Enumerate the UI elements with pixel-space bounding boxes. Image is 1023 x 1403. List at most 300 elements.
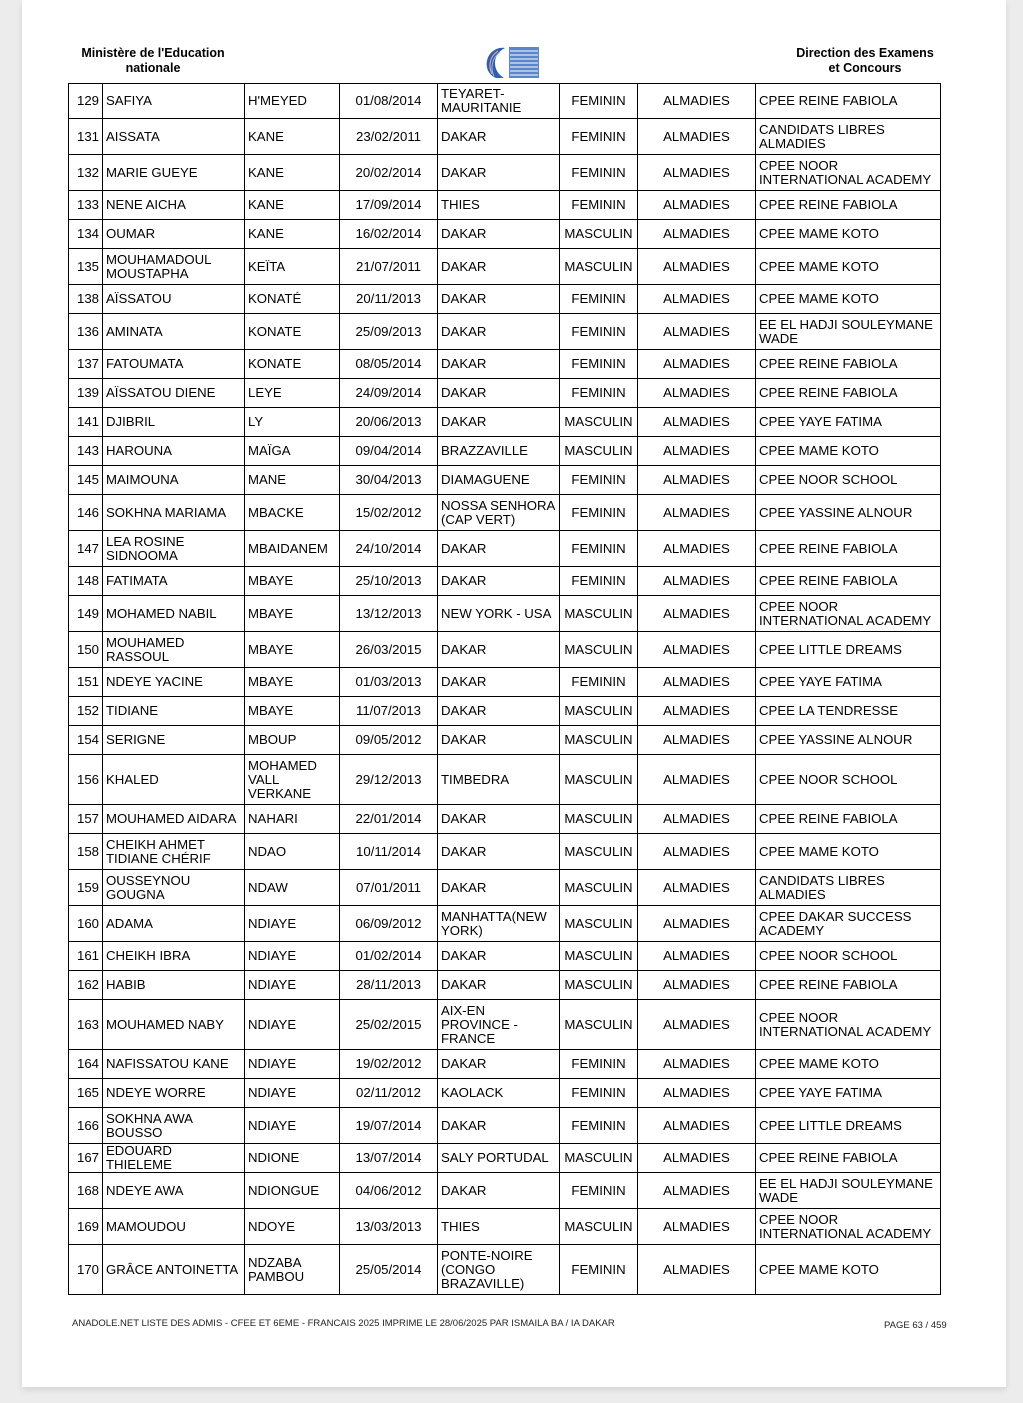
cell-centre: ALMADIES bbox=[638, 408, 756, 437]
cell-last-name: NDAW bbox=[245, 870, 340, 906]
cell-centre: ALMADIES bbox=[638, 84, 756, 119]
cell-centre: ALMADIES bbox=[638, 285, 756, 314]
cell-birth-date: 24/09/2014 bbox=[340, 379, 438, 408]
cell-first-name: CHEIKH IBRA bbox=[103, 942, 245, 971]
cell-last-name: NDAO bbox=[245, 834, 340, 870]
cell-birth-date: 02/11/2012 bbox=[340, 1079, 438, 1108]
cell-school: CPEE YAYE FATIMA bbox=[756, 408, 941, 437]
cell-first-name: HABIB bbox=[103, 971, 245, 1000]
cell-sex: FEMININ bbox=[560, 495, 638, 531]
cell-sex: FEMININ bbox=[560, 1050, 638, 1079]
cell-sex: MASCULIN bbox=[560, 971, 638, 1000]
cell-last-name: MBAIDANEM bbox=[245, 531, 340, 567]
cell-last-name: MBAYE bbox=[245, 567, 340, 596]
cell-first-name: FATIMATA bbox=[103, 567, 245, 596]
cell-number: 170 bbox=[69, 1245, 103, 1295]
table-row bbox=[69, 1079, 941, 1108]
cell-first-name: MAMOUDOU bbox=[103, 1209, 245, 1245]
cell-number: 134 bbox=[69, 220, 103, 249]
cell-first-name: NDEYE AWA bbox=[103, 1173, 245, 1209]
cell-birth-place: DIAMAGUENE bbox=[438, 466, 560, 495]
cell-centre: ALMADIES bbox=[638, 726, 756, 755]
cell-birth-place: DAKAR bbox=[438, 314, 560, 350]
cell-birth-date: 07/01/2011 bbox=[340, 870, 438, 906]
cell-centre: ALMADIES bbox=[638, 567, 756, 596]
cell-sex: MASCULIN bbox=[560, 870, 638, 906]
table-row bbox=[69, 906, 941, 942]
cell-centre: ALMADIES bbox=[638, 1144, 756, 1173]
table-row bbox=[69, 1050, 941, 1079]
table-row bbox=[69, 84, 941, 119]
cell-first-name: MAIMOUNA bbox=[103, 466, 245, 495]
header-direction bbox=[780, 46, 950, 76]
cell-last-name: KANE bbox=[245, 220, 340, 249]
table-row bbox=[69, 314, 941, 350]
cell-last-name: NDIAYE bbox=[245, 1000, 340, 1050]
cell-centre: ALMADIES bbox=[638, 155, 756, 191]
cell-school: CPEE REINE FABIOLA bbox=[756, 971, 941, 1000]
cell-centre: ALMADIES bbox=[638, 119, 756, 155]
cell-birth-date: 09/04/2014 bbox=[340, 437, 438, 466]
ministry-logo-icon bbox=[474, 44, 542, 80]
cell-birth-place: DAKAR bbox=[438, 726, 560, 755]
table-row bbox=[69, 408, 941, 437]
cell-school: CPEE MAME KOTO bbox=[756, 1245, 941, 1295]
header-direction-line1: Direction des Examens bbox=[796, 46, 934, 60]
cell-sex: MASCULIN bbox=[560, 1000, 638, 1050]
cell-last-name: MBACKE bbox=[245, 495, 340, 531]
table-row bbox=[69, 379, 941, 408]
table-row bbox=[69, 350, 941, 379]
cell-sex: MASCULIN bbox=[560, 805, 638, 834]
cell-birth-date: 06/09/2012 bbox=[340, 906, 438, 942]
cell-birth-place: DAKAR bbox=[438, 1050, 560, 1079]
cell-last-name: KANE bbox=[245, 191, 340, 220]
table-row bbox=[69, 697, 941, 726]
cell-birth-place: PONTE-NOIRE (CONGO BRAZAVILLE) bbox=[438, 1245, 560, 1295]
table-row bbox=[69, 437, 941, 466]
cell-birth-date: 28/11/2013 bbox=[340, 971, 438, 1000]
cell-number: 169 bbox=[69, 1209, 103, 1245]
table-row bbox=[69, 1209, 941, 1245]
cell-sex: MASCULIN bbox=[560, 408, 638, 437]
cell-school: CPEE REINE FABIOLA bbox=[756, 191, 941, 220]
cell-birth-date: 10/11/2014 bbox=[340, 834, 438, 870]
cell-sex: MASCULIN bbox=[560, 755, 638, 805]
cell-school: CPEE NOOR INTERNATIONAL ACADEMY bbox=[756, 1000, 941, 1050]
cell-birth-date: 20/02/2014 bbox=[340, 155, 438, 191]
cell-birth-place: DAKAR bbox=[438, 249, 560, 285]
header-direction-line2: et Concours bbox=[828, 61, 902, 75]
cell-school: CPEE MAME KOTO bbox=[756, 249, 941, 285]
cell-first-name: HAROUNA bbox=[103, 437, 245, 466]
cell-number: 135 bbox=[69, 249, 103, 285]
cell-number: 167 bbox=[69, 1144, 103, 1173]
cell-school: CPEE REINE FABIOLA bbox=[756, 1144, 941, 1173]
cell-birth-place: TEYARET-MAURITANIE bbox=[438, 84, 560, 119]
cell-first-name: GRÂCE ANTOINETTA bbox=[103, 1245, 245, 1295]
cell-sex: MASCULIN bbox=[560, 632, 638, 668]
cell-birth-date: 21/07/2011 bbox=[340, 249, 438, 285]
cell-last-name: KONATÉ bbox=[245, 285, 340, 314]
cell-first-name: TIDIANE bbox=[103, 697, 245, 726]
cell-number: 164 bbox=[69, 1050, 103, 1079]
cell-last-name: NDIAYE bbox=[245, 942, 340, 971]
cell-centre: ALMADIES bbox=[638, 834, 756, 870]
cell-number: 152 bbox=[69, 697, 103, 726]
cell-birth-date: 16/02/2014 bbox=[340, 220, 438, 249]
footer-page-number: PAGE 63 / 459 bbox=[884, 1320, 947, 1331]
cell-school: CPEE NOOR INTERNATIONAL ACADEMY bbox=[756, 596, 941, 632]
cell-birth-date: 29/12/2013 bbox=[340, 755, 438, 805]
cell-centre: ALMADIES bbox=[638, 906, 756, 942]
cell-first-name: AÏSSATOU DIENE bbox=[103, 379, 245, 408]
cell-centre: ALMADIES bbox=[638, 1245, 756, 1295]
cell-birth-date: 01/03/2013 bbox=[340, 668, 438, 697]
cell-last-name: MANE bbox=[245, 466, 340, 495]
cell-first-name: MOUHAMED AIDARA bbox=[103, 805, 245, 834]
cell-birth-place: DAKAR bbox=[438, 155, 560, 191]
cell-number: 141 bbox=[69, 408, 103, 437]
cell-school: CPEE MAME KOTO bbox=[756, 220, 941, 249]
cell-last-name: NDIAYE bbox=[245, 1050, 340, 1079]
table-row bbox=[69, 834, 941, 870]
cell-last-name: NDOYE bbox=[245, 1209, 340, 1245]
cell-first-name: MOUHAMED NABY bbox=[103, 1000, 245, 1050]
cell-birth-date: 11/07/2013 bbox=[340, 697, 438, 726]
cell-number: 168 bbox=[69, 1173, 103, 1209]
cell-birth-place: DAKAR bbox=[438, 942, 560, 971]
cell-birth-place: NEW YORK - USA bbox=[438, 596, 560, 632]
cell-school: CPEE NOOR INTERNATIONAL ACADEMY bbox=[756, 1209, 941, 1245]
header-ministry bbox=[74, 46, 232, 76]
cell-sex: MASCULIN bbox=[560, 437, 638, 466]
document-page bbox=[22, 0, 1006, 1387]
cell-school: CPEE DAKAR SUCCESS ACADEMY bbox=[756, 906, 941, 942]
cell-birth-date: 13/12/2013 bbox=[340, 596, 438, 632]
footer-print-info: ANADOLE.NET LISTE DES ADMIS - CFEE ET 6EME - FRANCAIS 2025 IMPRIME LE 28/06/2025 PAR ISMAILA BA / IA DAKAR bbox=[72, 1318, 615, 1329]
table-row bbox=[69, 596, 941, 632]
cell-centre: ALMADIES bbox=[638, 466, 756, 495]
cell-centre: ALMADIES bbox=[638, 755, 756, 805]
cell-last-name: MBAYE bbox=[245, 596, 340, 632]
cell-first-name: AÏSSATOU bbox=[103, 285, 245, 314]
cell-school: CPEE REINE FABIOLA bbox=[756, 567, 941, 596]
cell-sex: FEMININ bbox=[560, 119, 638, 155]
cell-school: CPEE LITTLE DREAMS bbox=[756, 1108, 941, 1144]
cell-school: CPEE REINE FABIOLA bbox=[756, 350, 941, 379]
cell-last-name: NDIAYE bbox=[245, 1108, 340, 1144]
cell-first-name: MOUHAMED RASSOUL bbox=[103, 632, 245, 668]
cell-last-name: LY bbox=[245, 408, 340, 437]
cell-sex: FEMININ bbox=[560, 466, 638, 495]
cell-school: EE EL HADJI SOULEYMANE WADE bbox=[756, 1173, 941, 1209]
cell-first-name: MOUHAMADOUL MOUSTAPHA bbox=[103, 249, 245, 285]
cell-birth-date: 25/02/2015 bbox=[340, 1000, 438, 1050]
cell-last-name: MBAYE bbox=[245, 632, 340, 668]
cell-school: CPEE REINE FABIOLA bbox=[756, 84, 941, 119]
cell-sex: MASCULIN bbox=[560, 1209, 638, 1245]
cell-sex: FEMININ bbox=[560, 285, 638, 314]
cell-last-name: MBOUP bbox=[245, 726, 340, 755]
cell-birth-place: DAKAR bbox=[438, 834, 560, 870]
cell-birth-date: 20/11/2013 bbox=[340, 285, 438, 314]
cell-birth-date: 22/01/2014 bbox=[340, 805, 438, 834]
cell-number: 133 bbox=[69, 191, 103, 220]
table-row bbox=[69, 249, 941, 285]
cell-sex: MASCULIN bbox=[560, 697, 638, 726]
cell-school: CANDIDATS LIBRES ALMADIES bbox=[756, 870, 941, 906]
cell-birth-date: 01/02/2014 bbox=[340, 942, 438, 971]
cell-birth-date: 26/03/2015 bbox=[340, 632, 438, 668]
table-row bbox=[69, 1000, 941, 1050]
table-row bbox=[69, 285, 941, 314]
cell-last-name: NAHARI bbox=[245, 805, 340, 834]
cell-last-name: KEÏTA bbox=[245, 249, 340, 285]
cell-first-name: SERIGNE bbox=[103, 726, 245, 755]
cell-number: 131 bbox=[69, 119, 103, 155]
table-row bbox=[69, 805, 941, 834]
cell-birth-date: 23/02/2011 bbox=[340, 119, 438, 155]
cell-centre: ALMADIES bbox=[638, 495, 756, 531]
cell-sex: FEMININ bbox=[560, 84, 638, 119]
table-row bbox=[69, 531, 941, 567]
table-row bbox=[69, 755, 941, 805]
cell-centre: ALMADIES bbox=[638, 1209, 756, 1245]
cell-school: CANDIDATS LIBRES ALMADIES bbox=[756, 119, 941, 155]
cell-birth-place: KAOLACK bbox=[438, 1079, 560, 1108]
cell-birth-date: 04/06/2012 bbox=[340, 1173, 438, 1209]
cell-first-name: EDOUARD THIELEME bbox=[103, 1144, 245, 1173]
cell-centre: ALMADIES bbox=[638, 1000, 756, 1050]
table-row bbox=[69, 942, 941, 971]
table-row bbox=[69, 495, 941, 531]
cell-centre: ALMADIES bbox=[638, 668, 756, 697]
cell-first-name: CHEIKH AHMET TIDIANE CHÉRIF bbox=[103, 834, 245, 870]
table-row bbox=[69, 155, 941, 191]
table-row bbox=[69, 971, 941, 1000]
cell-first-name: NAFISSATOU KANE bbox=[103, 1050, 245, 1079]
cell-birth-date: 08/05/2014 bbox=[340, 350, 438, 379]
cell-birth-place: DAKAR bbox=[438, 285, 560, 314]
cell-school: CPEE YAYE FATIMA bbox=[756, 668, 941, 697]
cell-school: CPEE MAME KOTO bbox=[756, 437, 941, 466]
cell-number: 143 bbox=[69, 437, 103, 466]
cell-sex: MASCULIN bbox=[560, 942, 638, 971]
cell-first-name: MOHAMED NABIL bbox=[103, 596, 245, 632]
cell-sex: MASCULIN bbox=[560, 1144, 638, 1173]
cell-first-name: NDEYE YACINE bbox=[103, 668, 245, 697]
cell-number: 154 bbox=[69, 726, 103, 755]
cell-birth-place: DAKAR bbox=[438, 379, 560, 408]
header-ministry-line1: Ministère de l'Education bbox=[81, 46, 225, 60]
cell-school: CPEE MAME KOTO bbox=[756, 285, 941, 314]
cell-birth-place: DAKAR bbox=[438, 350, 560, 379]
cell-birth-place: THIES bbox=[438, 1209, 560, 1245]
cell-centre: ALMADIES bbox=[638, 191, 756, 220]
cell-number: 160 bbox=[69, 906, 103, 942]
cell-birth-place: DAKAR bbox=[438, 119, 560, 155]
cell-sex: MASCULIN bbox=[560, 906, 638, 942]
cell-first-name: SOKHNA AWA BOUSSO bbox=[103, 1108, 245, 1144]
cell-school: CPEE YAYE FATIMA bbox=[756, 1079, 941, 1108]
table-row bbox=[69, 1173, 941, 1209]
cell-centre: ALMADIES bbox=[638, 971, 756, 1000]
cell-centre: ALMADIES bbox=[638, 805, 756, 834]
cell-centre: ALMADIES bbox=[638, 596, 756, 632]
cell-number: 157 bbox=[69, 805, 103, 834]
cell-sex: FEMININ bbox=[560, 155, 638, 191]
table-row bbox=[69, 567, 941, 596]
cell-birth-place: DAKAR bbox=[438, 668, 560, 697]
cell-number: 146 bbox=[69, 495, 103, 531]
cell-birth-place: BRAZZAVILLE bbox=[438, 437, 560, 466]
cell-birth-place: DAKAR bbox=[438, 567, 560, 596]
cell-birth-place: DAKAR bbox=[438, 1173, 560, 1209]
cell-school: EE EL HADJI SOULEYMANE WADE bbox=[756, 314, 941, 350]
cell-number: 149 bbox=[69, 596, 103, 632]
cell-last-name: MBAYE bbox=[245, 668, 340, 697]
cell-centre: ALMADIES bbox=[638, 1173, 756, 1209]
cell-first-name: LEA ROSINE SIDNOOMA bbox=[103, 531, 245, 567]
admis-table bbox=[68, 83, 941, 1295]
cell-first-name: OUMAR bbox=[103, 220, 245, 249]
cell-school: CPEE MAME KOTO bbox=[756, 834, 941, 870]
cell-number: 161 bbox=[69, 942, 103, 971]
cell-number: 158 bbox=[69, 834, 103, 870]
cell-sex: FEMININ bbox=[560, 1079, 638, 1108]
cell-school: CPEE LA TENDRESSE bbox=[756, 697, 941, 726]
cell-birth-place: MANHATTA(NEW YORK) bbox=[438, 906, 560, 942]
cell-birth-date: 25/10/2013 bbox=[340, 567, 438, 596]
cell-last-name: MBAYE bbox=[245, 697, 340, 726]
table-row bbox=[69, 1108, 941, 1144]
cell-number: 148 bbox=[69, 567, 103, 596]
cell-last-name: KANE bbox=[245, 119, 340, 155]
cell-school: CPEE MAME KOTO bbox=[756, 1050, 941, 1079]
cell-last-name: NDIAYE bbox=[245, 971, 340, 1000]
header-ministry-line2: nationale bbox=[125, 61, 181, 75]
cell-school: CPEE LITTLE DREAMS bbox=[756, 632, 941, 668]
cell-last-name: NDIONE bbox=[245, 1144, 340, 1173]
cell-birth-place: NOSSA SENHORA (CAP VERT) bbox=[438, 495, 560, 531]
table-row bbox=[69, 1144, 941, 1173]
cell-school: CPEE YASSINE ALNOUR bbox=[756, 726, 941, 755]
cell-first-name: AISSATA bbox=[103, 119, 245, 155]
cell-sex: MASCULIN bbox=[560, 834, 638, 870]
cell-number: 166 bbox=[69, 1108, 103, 1144]
cell-first-name: DJIBRIL bbox=[103, 408, 245, 437]
cell-number: 159 bbox=[69, 870, 103, 906]
cell-centre: ALMADIES bbox=[638, 632, 756, 668]
cell-number: 145 bbox=[69, 466, 103, 495]
cell-centre: ALMADIES bbox=[638, 1079, 756, 1108]
cell-centre: ALMADIES bbox=[638, 314, 756, 350]
cell-birth-place: THIES bbox=[438, 191, 560, 220]
cell-number: 137 bbox=[69, 350, 103, 379]
cell-birth-place: AIX-EN PROVINCE - FRANCE bbox=[438, 1000, 560, 1050]
cell-birth-date: 19/07/2014 bbox=[340, 1108, 438, 1144]
cell-first-name: NENE AICHA bbox=[103, 191, 245, 220]
cell-centre: ALMADIES bbox=[638, 437, 756, 466]
cell-first-name: OUSSEYNOU GOUGNA bbox=[103, 870, 245, 906]
cell-last-name: KONATE bbox=[245, 350, 340, 379]
cell-birth-place: DAKAR bbox=[438, 870, 560, 906]
cell-last-name: KONATE bbox=[245, 314, 340, 350]
cell-sex: MASCULIN bbox=[560, 249, 638, 285]
cell-school: CPEE YASSINE ALNOUR bbox=[756, 495, 941, 531]
cell-first-name: SAFIYA bbox=[103, 84, 245, 119]
cell-centre: ALMADIES bbox=[638, 942, 756, 971]
cell-last-name: MAÏGA bbox=[245, 437, 340, 466]
cell-sex: FEMININ bbox=[560, 350, 638, 379]
cell-birth-date: 15/02/2012 bbox=[340, 495, 438, 531]
cell-birth-place: DAKAR bbox=[438, 697, 560, 726]
table-row bbox=[69, 632, 941, 668]
cell-birth-place: DAKAR bbox=[438, 408, 560, 437]
table-row bbox=[69, 870, 941, 906]
cell-birth-date: 20/06/2013 bbox=[340, 408, 438, 437]
table-row bbox=[69, 220, 941, 249]
cell-first-name: SOKHNA MARIAMA bbox=[103, 495, 245, 531]
table-row bbox=[69, 1245, 941, 1295]
table-row bbox=[69, 466, 941, 495]
cell-centre: ALMADIES bbox=[638, 697, 756, 726]
cell-birth-date: 09/05/2012 bbox=[340, 726, 438, 755]
cell-birth-place: DAKAR bbox=[438, 220, 560, 249]
cell-last-name: NDZABA PAMBOU bbox=[245, 1245, 340, 1295]
table-row bbox=[69, 191, 941, 220]
cell-first-name: NDEYE WORRE bbox=[103, 1079, 245, 1108]
cell-school: CPEE NOOR SCHOOL bbox=[756, 755, 941, 805]
cell-number: 147 bbox=[69, 531, 103, 567]
cell-number: 151 bbox=[69, 668, 103, 697]
table-row bbox=[69, 119, 941, 155]
cell-birth-date: 01/08/2014 bbox=[340, 84, 438, 119]
cell-birth-place: TIMBEDRA bbox=[438, 755, 560, 805]
cell-first-name: MARIE GUEYE bbox=[103, 155, 245, 191]
cell-number: 138 bbox=[69, 285, 103, 314]
cell-sex: MASCULIN bbox=[560, 596, 638, 632]
cell-birth-date: 19/02/2012 bbox=[340, 1050, 438, 1079]
cell-school: CPEE NOOR INTERNATIONAL ACADEMY bbox=[756, 155, 941, 191]
cell-sex: FEMININ bbox=[560, 1245, 638, 1295]
cell-number: 156 bbox=[69, 755, 103, 805]
table-row bbox=[69, 726, 941, 755]
cell-centre: ALMADIES bbox=[638, 870, 756, 906]
table-row bbox=[69, 668, 941, 697]
cell-birth-place: SALY PORTUDAL bbox=[438, 1144, 560, 1173]
cell-number: 129 bbox=[69, 84, 103, 119]
cell-birth-date: 13/07/2014 bbox=[340, 1144, 438, 1173]
cell-number: 163 bbox=[69, 1000, 103, 1050]
cell-first-name: KHALED bbox=[103, 755, 245, 805]
cell-centre: ALMADIES bbox=[638, 350, 756, 379]
cell-birth-date: 25/05/2014 bbox=[340, 1245, 438, 1295]
cell-last-name: NDIAYE bbox=[245, 1079, 340, 1108]
cell-number: 136 bbox=[69, 314, 103, 350]
cell-centre: ALMADIES bbox=[638, 531, 756, 567]
cell-last-name: LEYE bbox=[245, 379, 340, 408]
cell-sex: FEMININ bbox=[560, 1108, 638, 1144]
cell-last-name: H'MEYED bbox=[245, 84, 340, 119]
cell-last-name: NDIAYE bbox=[245, 906, 340, 942]
cell-number: 132 bbox=[69, 155, 103, 191]
cell-centre: ALMADIES bbox=[638, 1108, 756, 1144]
cell-school: CPEE NOOR SCHOOL bbox=[756, 466, 941, 495]
cell-sex: FEMININ bbox=[560, 668, 638, 697]
cell-school: CPEE NOOR SCHOOL bbox=[756, 942, 941, 971]
